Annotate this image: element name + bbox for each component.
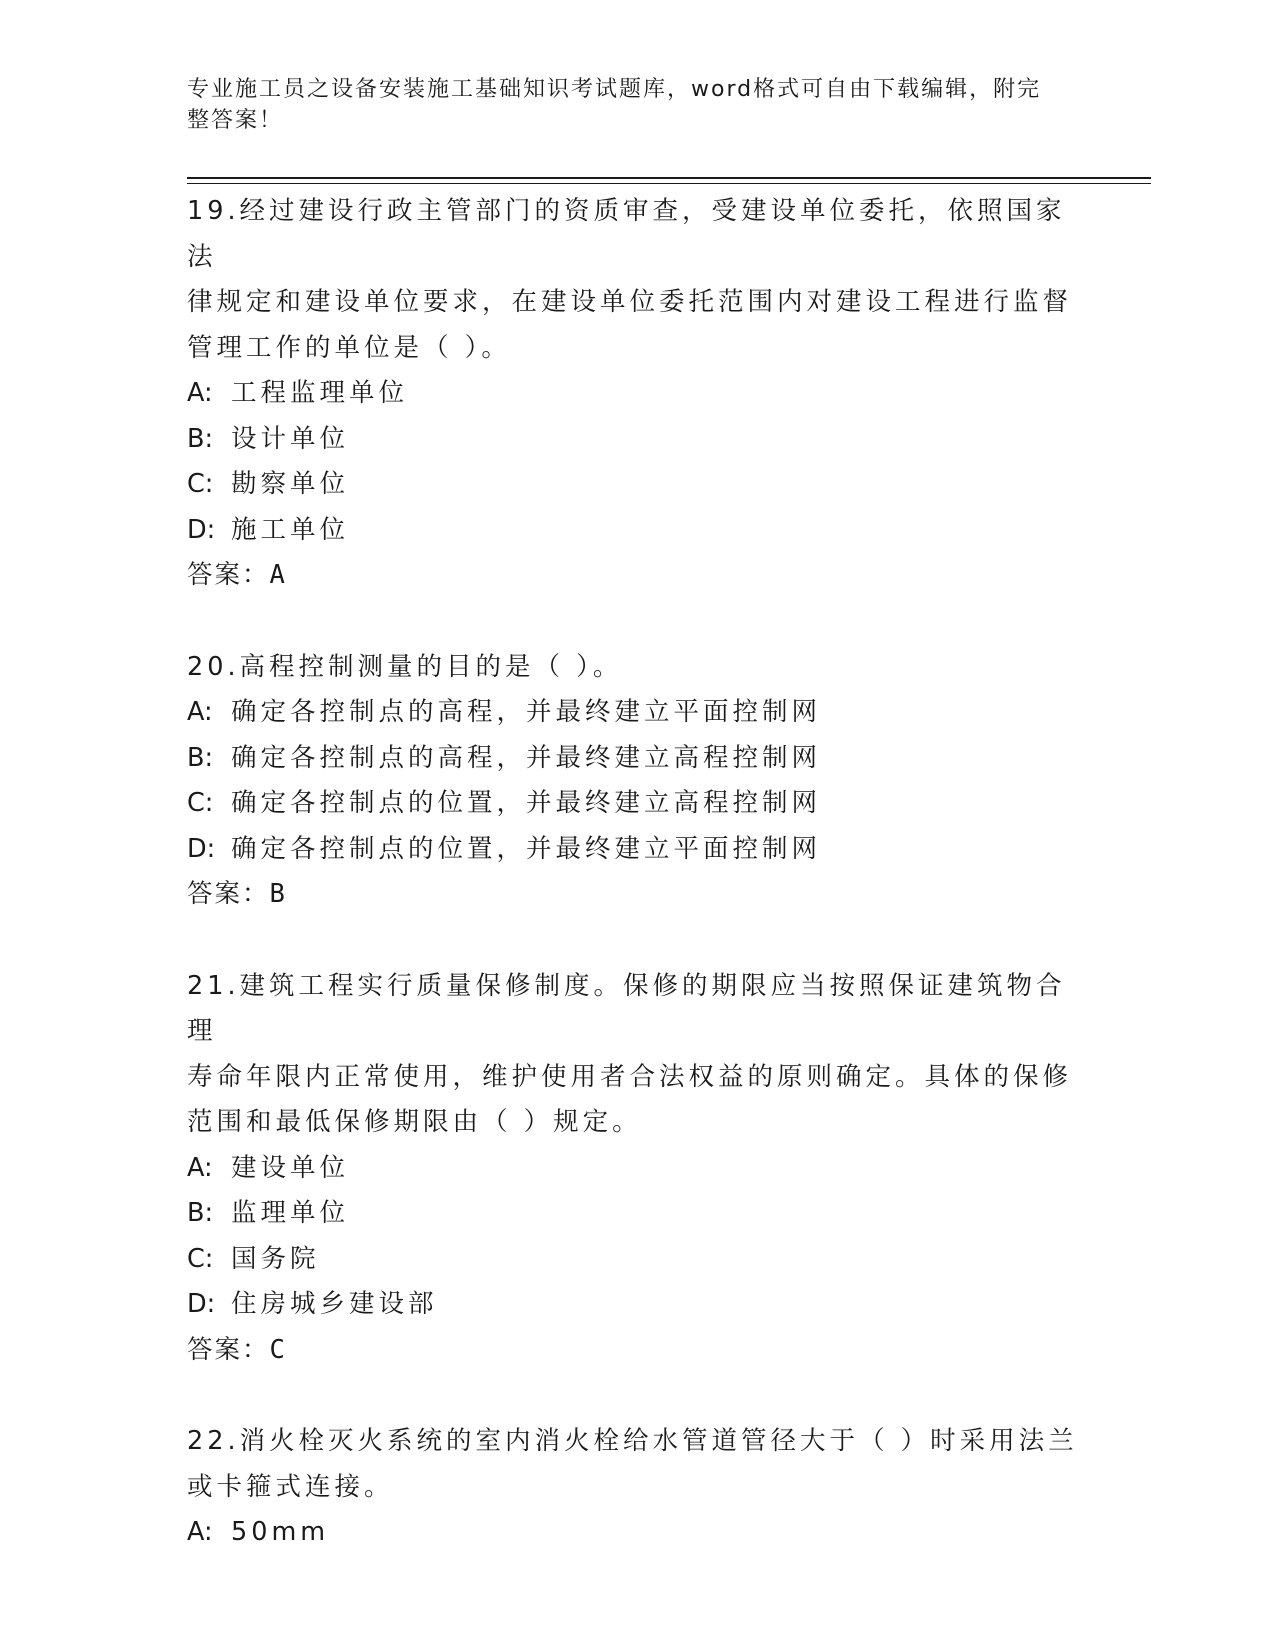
option-a <box>187 690 1087 736</box>
option-letter: D: <box>187 514 216 545</box>
option-text: 国务院 <box>231 1243 320 1274</box>
option-a <box>187 371 1087 417</box>
answer-line <box>187 872 1087 918</box>
option-b <box>187 736 1087 782</box>
option-letter: B: <box>187 1198 214 1228</box>
document-header <box>187 74 1067 136</box>
question-spacer <box>187 599 1087 645</box>
answer-line <box>187 1328 1087 1374</box>
question-line: 21.建筑工程实行质量保修制度。保修的期限应当按照保证建筑物合理 <box>187 970 1066 1046</box>
answer-label: 答案： <box>187 560 270 590</box>
option-c <box>187 781 1087 827</box>
question-line: 寿命年限内正常使用，维护使用者合法权益的原则确定。具体的保修 <box>187 1061 1073 1092</box>
option-text: 工程监理单位 <box>231 378 409 408</box>
option-text: 建设单位 <box>231 1152 350 1183</box>
option-letter: A: <box>187 697 213 727</box>
question-22 <box>187 1419 1087 1556</box>
option-d <box>187 508 1087 554</box>
option-text: 确定各控制点的位置，并最终建立平面控制网 <box>231 833 822 864</box>
question-19 <box>187 189 1087 599</box>
question-21 <box>187 964 1087 1374</box>
option-letter: D: <box>187 1289 216 1319</box>
answer-label: 答案： <box>187 1334 270 1365</box>
option-letter: C: <box>187 469 214 499</box>
option-text: 监理单位 <box>231 1198 350 1228</box>
option-d <box>187 1282 1087 1328</box>
question-line: 或卡箍式连接。 <box>187 1471 394 1502</box>
answer-value: C <box>269 1334 285 1365</box>
question-line: 22.消火栓灭火系统的室内消火栓给水管道管径大于（ ）时采用法兰 <box>187 1426 1078 1456</box>
header-line-1: 专业施工员之设备安装施工基础知识考试题库，word格式可自由下载编辑，附完 <box>187 77 1042 102</box>
option-c <box>187 1237 1087 1283</box>
option-letter: D: <box>187 833 216 864</box>
answer-value: A <box>269 560 285 590</box>
header-divider-thick <box>187 177 1151 179</box>
option-d <box>187 827 1087 873</box>
question-line: 律规定和建设单位要求，在建设单位委托范围内对建设工程进行监督 <box>187 287 1073 317</box>
option-letter: B: <box>187 742 214 773</box>
question-text <box>187 189 1087 371</box>
question-spacer <box>187 1373 1087 1419</box>
option-a <box>187 1146 1087 1192</box>
option-text: 设计单位 <box>231 423 350 454</box>
option-letter: C: <box>187 788 214 818</box>
question-line: 范围和最低保修期限由（ ）规定。 <box>187 1107 642 1137</box>
question-text <box>187 1419 1087 1510</box>
option-text: 勘察单位 <box>231 469 350 499</box>
option-letter: A: <box>187 378 213 408</box>
answer-label: 答案： <box>187 879 270 909</box>
question-text <box>187 645 1087 691</box>
answer-line <box>187 553 1087 599</box>
question-text <box>187 964 1087 1146</box>
option-text: 住房城乡建设部 <box>231 1289 438 1319</box>
option-text: 施工单位 <box>231 514 350 545</box>
option-text: 50mm <box>231 1517 330 1547</box>
option-b <box>187 417 1087 463</box>
option-c <box>187 462 1087 508</box>
question-line: 19.经过建设行政主管部门的资质审查，受建设单位委托，依照国家法 <box>187 196 1066 272</box>
option-letter: C: <box>187 1243 214 1274</box>
question-list <box>187 189 1087 1556</box>
question-spacer <box>187 918 1087 964</box>
option-letter: A: <box>187 1517 213 1547</box>
option-text: 确定各控制点的位置，并最终建立高程控制网 <box>231 788 822 818</box>
header-divider-thin <box>187 183 1151 184</box>
option-letter: B: <box>187 423 214 454</box>
answer-value: B <box>269 879 285 909</box>
option-text: 确定各控制点的高程，并最终建立高程控制网 <box>231 742 822 773</box>
header-line-2: 整答案！ <box>187 108 284 133</box>
option-text: 确定各控制点的高程，并最终建立平面控制网 <box>231 697 822 727</box>
question-line: 20.高程控制测量的目的是（ ）。 <box>187 651 623 682</box>
option-letter: A: <box>187 1152 213 1183</box>
option-b <box>187 1191 1087 1237</box>
option-a <box>187 1510 1087 1556</box>
question-line: 管理工作的单位是（ ）。 <box>187 332 511 363</box>
question-20 <box>187 645 1087 918</box>
